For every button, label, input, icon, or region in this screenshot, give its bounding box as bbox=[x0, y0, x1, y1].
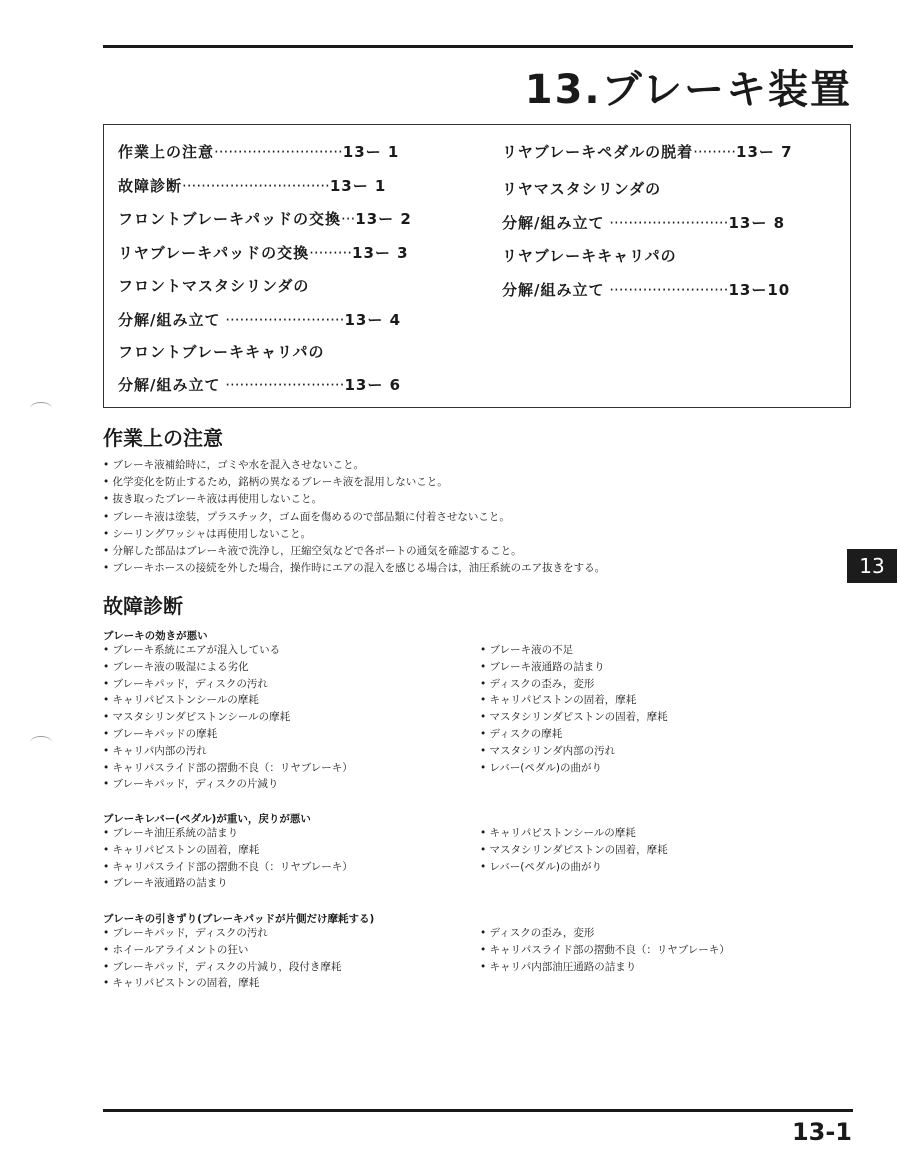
toc-entry-leader: ··························· bbox=[214, 143, 343, 161]
toc-entry[interactable] bbox=[502, 178, 661, 199]
toc-entry-leader: ························· bbox=[604, 281, 729, 299]
diagnosis-group-title: ブレーキの引きずり(ブレーキパッドが片側だけ摩耗する) bbox=[103, 913, 375, 925]
list-item: • キャリパピストンシールの摩耗 bbox=[103, 694, 259, 707]
scan-mark bbox=[30, 736, 52, 749]
toc-entry-title: リヤブレーキペダルの脱着 bbox=[502, 143, 694, 161]
toc-entry-title: 分解/組み立て bbox=[502, 214, 605, 232]
list-item: • マスタシリンダピストンの固着，摩耗 bbox=[480, 843, 668, 856]
list-item: • キャリパスライド部の摺動不良（：リヤブレーキ） bbox=[103, 860, 353, 873]
toc-entry[interactable] bbox=[118, 242, 409, 263]
top-rule bbox=[103, 45, 853, 48]
diagnosis-list-right bbox=[480, 925, 730, 975]
toc-entry-title: リヤブレーキキャリパの bbox=[502, 247, 677, 265]
toc-entry[interactable] bbox=[118, 141, 399, 162]
list-item: • ホイールアライメントの狂い bbox=[103, 943, 249, 956]
toc-entry-title: リヤマスタシリンダの bbox=[502, 180, 662, 198]
list-item: • ブレーキ液通路の詰まり bbox=[103, 877, 228, 890]
chapter-tab: 13 bbox=[847, 549, 897, 583]
list-item: • キャリパピストンシールの摩耗 bbox=[480, 827, 636, 839]
diagnosis-list-left bbox=[103, 925, 341, 992]
list-item: • キャリパ内部油圧通路の詰まり bbox=[480, 960, 637, 973]
diagnosis-heading: 故障診断 bbox=[103, 594, 183, 618]
list-item: • 化学変化を防止するため，銘柄の異なるブレーキ液を混用しないこと。 bbox=[103, 476, 448, 489]
toc-entry-title: リヤブレーキパッドの交換 bbox=[118, 244, 310, 262]
toc-entry[interactable] bbox=[118, 175, 386, 196]
precautions-heading: 作業上の注意 bbox=[103, 426, 223, 450]
list-item: • キャリパピストンの固着，摩耗 bbox=[103, 843, 260, 856]
list-item: • マスタシリンダピストンシールの摩耗 bbox=[103, 711, 291, 724]
toc-entry-leader: ······························· bbox=[182, 177, 330, 195]
toc-entry[interactable] bbox=[118, 341, 325, 362]
toc-entry-page: 13ー10 bbox=[728, 281, 791, 299]
list-item: • 抜き取ったブレーキ液は再使用しないこと。 bbox=[103, 493, 323, 506]
diagnosis-list-right bbox=[480, 642, 668, 776]
list-item: • ディスクの摩耗 bbox=[480, 727, 563, 740]
toc-entry[interactable] bbox=[118, 374, 401, 395]
list-item: • ディスクの歪み，変形 bbox=[480, 677, 595, 690]
list-item: • シーリングワッシャは再使用しないこと。 bbox=[103, 527, 312, 540]
list-item: • ブレーキ液の不足 bbox=[480, 644, 574, 656]
toc-entry-title: 分解/組み立て bbox=[118, 311, 221, 329]
toc-entry[interactable] bbox=[502, 141, 793, 162]
toc-entry-leader: ········· bbox=[309, 244, 353, 262]
list-item: • ブレーキ油圧系統の詰まり bbox=[103, 827, 239, 839]
toc-entry-page: 13ー 6 bbox=[344, 376, 402, 394]
toc-entry-leader: ··· bbox=[340, 210, 356, 228]
list-item: • ブレーキパッド，ディスクの汚れ bbox=[103, 927, 268, 939]
toc-entry-page: 13ー 4 bbox=[344, 311, 402, 329]
toc-entry[interactable] bbox=[502, 212, 785, 233]
list-item: • ブレーキ系統にエアが混入している bbox=[103, 644, 281, 656]
toc-entry-page: 13ー 1 bbox=[342, 143, 400, 161]
list-item: • レバー(ペダル)の曲がり bbox=[480, 761, 602, 774]
diagnosis-group-title: ブレーキの効きが悪い bbox=[103, 630, 208, 642]
list-item: • ブレーキホースの接続を外した場合，操作時にエアの混入を感じる場合は，油圧系統のエア抜きをする。 bbox=[103, 562, 606, 575]
list-item: • マスタシリンダ内部の汚れ bbox=[480, 744, 616, 757]
toc-entry-leader: ························· bbox=[220, 311, 345, 329]
list-item: • ブレーキパッド，ディスクの汚れ bbox=[103, 677, 268, 690]
toc-entry-page: 13ー 2 bbox=[355, 210, 412, 228]
toc-entry-title: 分解/組み立て bbox=[118, 376, 221, 394]
toc-box bbox=[103, 124, 851, 408]
diagnosis-list-left bbox=[103, 642, 353, 793]
toc-entry-leader: ························· bbox=[604, 214, 729, 232]
toc-entry-page: 13ー 1 bbox=[329, 177, 387, 195]
list-item: • ブレーキパッド，ディスクの片減り bbox=[103, 778, 279, 791]
diagnosis-group-title: ブレーキレバー(ペダル)が重い，戻りが悪い bbox=[103, 813, 311, 825]
list-item: • レバー(ペダル)の曲がり bbox=[480, 860, 602, 873]
list-item: • ブレーキ液通路の詰まり bbox=[480, 660, 605, 673]
list-item: • 分解した部品はブレーキ液で洗浄し，圧縮空気などで各ポートの通気を確認すること。 bbox=[103, 545, 522, 558]
scan-mark bbox=[30, 402, 52, 415]
toc-entry-page: 13ー 8 bbox=[728, 214, 786, 232]
list-item: • ディスクの歪み，変形 bbox=[480, 927, 595, 939]
list-item: • ブレーキ液補給時に，ゴミや水を混入させないこと。 bbox=[103, 459, 365, 471]
toc-entry-title: フロントブレーキキャリパの bbox=[118, 343, 325, 361]
list-item: • ブレーキパッドの摩耗 bbox=[103, 727, 218, 740]
toc-entry[interactable] bbox=[118, 208, 412, 229]
page-number: 13-1 bbox=[791, 1118, 852, 1146]
toc-entry[interactable] bbox=[502, 245, 677, 266]
chapter-title: 13.ブレーキ装置 bbox=[524, 67, 852, 113]
list-item: • ブレーキ液は塗装，プラスチック，ゴム面を傷めるので部品類に付着させないこと。 bbox=[103, 510, 510, 523]
list-item: • キャリパスライド部の摺動不良（：リヤブレーキ） bbox=[103, 761, 353, 774]
list-item: • キャリパピストンの固着，摩耗 bbox=[103, 977, 260, 990]
diagnosis-list-right bbox=[480, 825, 668, 875]
bottom-rule bbox=[103, 1109, 853, 1112]
toc-entry-title: 故障診断 bbox=[118, 177, 183, 195]
toc-entry[interactable] bbox=[118, 275, 309, 296]
precautions-list bbox=[103, 457, 823, 577]
toc-entry-page: 13ー 3 bbox=[352, 244, 409, 262]
toc-entry-title: 分解/組み立て bbox=[502, 281, 605, 299]
diagnosis-list-left bbox=[103, 825, 353, 892]
list-item: • キャリパピストンの固着，摩耗 bbox=[480, 694, 637, 707]
toc-entry[interactable] bbox=[502, 279, 790, 300]
list-item: • キャリパスライド部の摺動不良（：リヤブレーキ） bbox=[480, 943, 730, 956]
toc-entry-leader: ························· bbox=[220, 376, 345, 394]
toc-entry-page: 13ー 7 bbox=[736, 143, 793, 161]
toc-entry-title: 作業上の注意 bbox=[118, 143, 215, 161]
list-item: • マスタシリンダピストンの固着，摩耗 bbox=[480, 711, 668, 724]
toc-entry-title: フロントマスタシリンダの bbox=[118, 277, 310, 295]
toc-entry-title: フロントブレーキパッドの交換 bbox=[118, 210, 341, 228]
toc-entry-leader: ········· bbox=[693, 143, 737, 161]
list-item: • キャリパ内部の汚れ bbox=[103, 744, 207, 757]
list-item: • ブレーキパッド，ディスクの片減り，段付き摩耗 bbox=[103, 960, 342, 973]
list-item: • ブレーキ液の吸湿による劣化 bbox=[103, 660, 249, 673]
toc-entry[interactable] bbox=[118, 309, 401, 330]
